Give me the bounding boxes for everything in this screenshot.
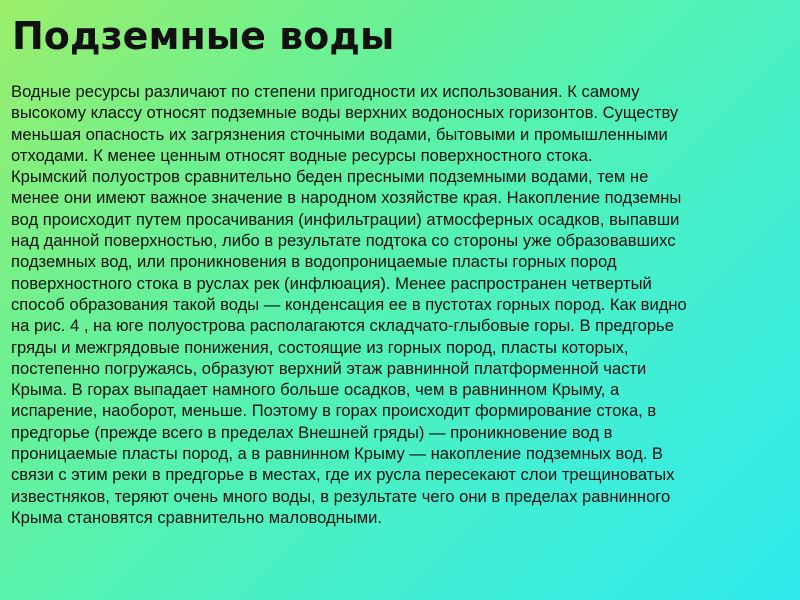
body-line: связи с этим реки в предгорье в местах, где их русла пересекают слои трещиноватых (11, 465, 675, 485)
body-line: Крыма. В горах выпадает намного больше осадков, чем в равнинном Крыму, а (11, 380, 620, 400)
body-line: меньшая опасность их загрязнения сточными водами, бытовыми и промышленными (11, 124, 668, 144)
body-line: подземных вод, или проникновения в водопроницаемые пласты горных пород (11, 252, 617, 272)
body-line: постепенно погружаясь, образуют верхний этаж равнинной платформенной части (11, 358, 647, 378)
body-line: отходами. К менее ценным относят водные ресурсы поверхностного стока. (11, 145, 593, 165)
body-line: над данной поверхностью, либо в результате подтока со стороны уже образовавшихс (11, 231, 676, 251)
body-line: Крымский полуостров сравнительно беден пресными подземными водами, тем не (11, 167, 649, 187)
body-line: способ образования такой воды — конденсация ее в пустотах горных пород. Как видно (11, 294, 687, 314)
body-line: вод происходит путем просачивания (инфильтрации) атмосферных осадков, выпавши (11, 209, 680, 229)
body-text (11, 81, 800, 528)
slide-title: Подземные воды (12, 14, 395, 58)
body-line: гряды и межгрядовые понижения, состоящие из горных пород, пласты которых, (11, 337, 629, 357)
body-line: Крыма становятся сравнительно маловодными. (11, 507, 383, 527)
body-line: высокому классу относят подземные воды верхних водоносных горизонтов. Существу (11, 103, 679, 123)
body-line: проницаемые пласты пород, а в равнинном Крыму — накопление подземных вод. В (11, 444, 663, 464)
body-line: Водные ресурсы различают по степени пригодности их использования. К самому (11, 82, 640, 101)
body-line: менее они имеют важное значение в народном хозяйстве края. Накопление подземны (11, 188, 682, 208)
body-line: на рис. 4 , на юге полуострова располагаются складчато-глыбовые горы. В предгорье (11, 316, 674, 336)
body-line: предгорье (прежде всего в пределах Внешней гряды) — проникновение вод в (11, 422, 613, 442)
body-line: поверхностного стока в руслах рек (инфлюация). Менее распространен четвертый (11, 273, 652, 293)
body-line: известняков, теряют очень много воды, в результате чего они в пределах равнинного (11, 486, 671, 506)
body-line: испарение, наоборот, меньше. Поэтому в горах происходит формирование стока, в (11, 401, 657, 421)
